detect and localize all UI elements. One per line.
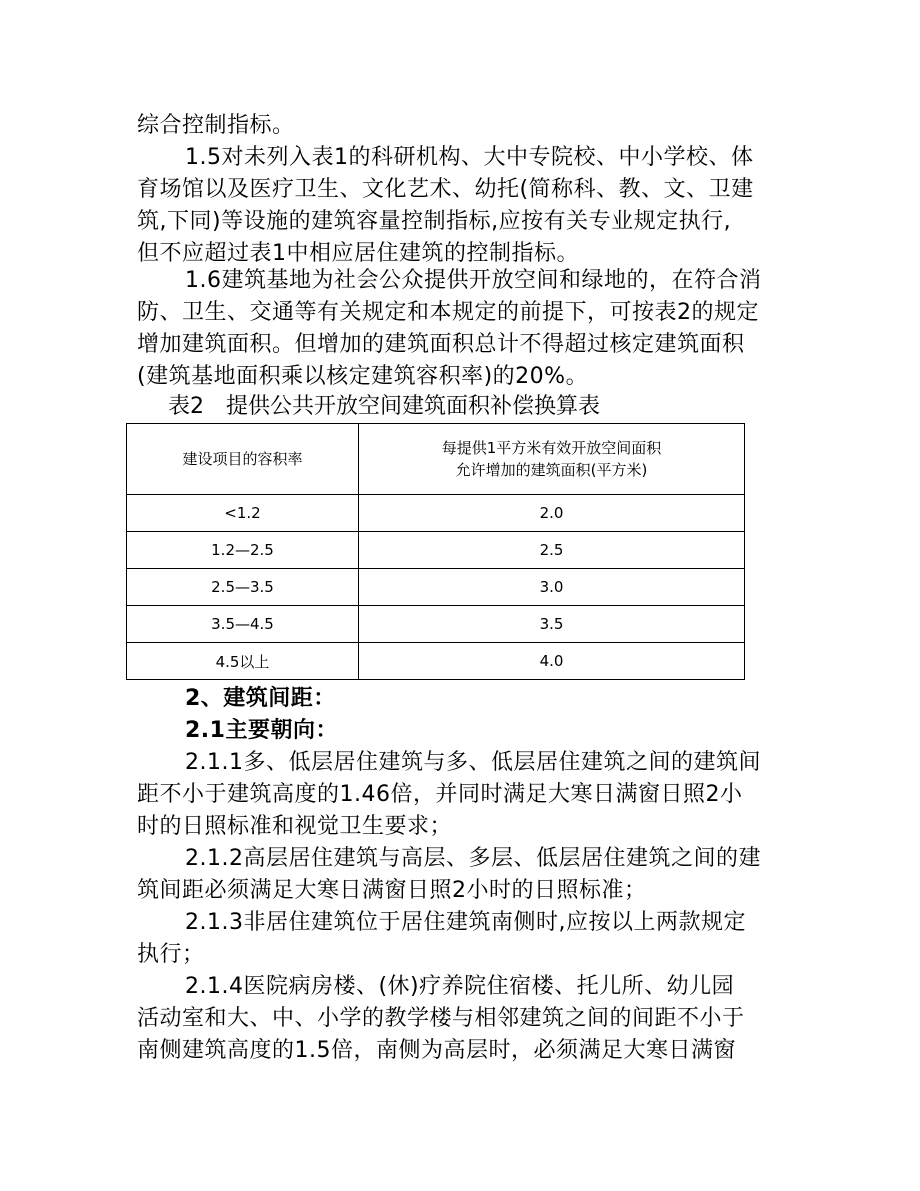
table-row bbox=[127, 532, 745, 569]
header-area-line1: 每提供1平方米有效开放空间面积 bbox=[441, 439, 662, 457]
paragraph-line: 距不小于建筑高度的1.46倍，并同时满足大寒日满窗日照2小 bbox=[137, 782, 743, 807]
cell-ratio: 4.5以上 bbox=[127, 643, 359, 680]
paragraph-line: (建筑基地面积乘以核定建筑容积率)的20%。 bbox=[137, 364, 589, 389]
cell-ratio: 2.5—3.5 bbox=[127, 569, 359, 606]
paragraph-line: 增加建筑面积。但增加的建筑面积总计不得超过核定建筑面积 bbox=[137, 332, 745, 357]
header-area bbox=[359, 424, 745, 495]
paragraph-line: 筑间距必须满足大寒日满窗日照2小时的日照标准； bbox=[137, 878, 647, 903]
cell-ratio: 3.5—4.5 bbox=[127, 606, 359, 643]
cell-area: 2.5 bbox=[359, 532, 745, 569]
subsection-heading: 2.1主要朝向： bbox=[185, 718, 338, 743]
table-header-row bbox=[127, 424, 745, 495]
paragraph-line: 综合控制指标。 bbox=[137, 113, 295, 138]
cell-area: 3.0 bbox=[359, 569, 745, 606]
paragraph-line: 时的日照标准和视觉卫生要求； bbox=[137, 814, 453, 839]
table-row bbox=[127, 495, 745, 532]
cell-ratio: 1.2—2.5 bbox=[127, 532, 359, 569]
cell-ratio: <1.2 bbox=[127, 495, 359, 532]
section-heading: 2、建筑间距： bbox=[185, 686, 336, 711]
paragraph-line: 防、卫生、交通等有关规定和本规定的前提下，可按表2的规定 bbox=[137, 300, 759, 325]
paragraph-line: 但不应超过表1中相应居住建筑的控制指标。 bbox=[137, 241, 579, 266]
table-caption: 表2 提供公共开放空间建筑面积补偿换算表 bbox=[168, 394, 600, 419]
paragraph-line: 筑,下同)等设施的建筑容量控制指标,应按有关专业规定执行, bbox=[137, 209, 732, 234]
paragraph-line: 南侧建筑高度的1.5倍，南侧为高层时，必须满足大寒日满窗 bbox=[137, 1038, 736, 1063]
paragraph-line: 1.6建筑基地为社会公众提供开放空间和绿地的，在符合消 bbox=[185, 268, 762, 293]
cell-area: 4.0 bbox=[359, 643, 745, 680]
paragraph-line: 2.1.2高层居住建筑与高层、多层、低层居住建筑之间的建 bbox=[185, 846, 761, 871]
header-ratio: 建设项目的容积率 bbox=[127, 424, 359, 495]
compensation-table bbox=[126, 423, 745, 680]
paragraph-line: 2.1.3非居住建筑位于居住建筑南侧时,应按以上两款规定 bbox=[185, 910, 746, 935]
table-row bbox=[127, 643, 745, 680]
paragraph-line: 2.1.1多、低层居住建筑与多、低层居住建筑之间的建筑间 bbox=[185, 750, 761, 775]
header-area-line2: 允许增加的建筑面积(平方米) bbox=[455, 461, 648, 479]
paragraph-line: 活动室和大、中、小学的教学楼与相邻建筑之间的间距不小于 bbox=[137, 1006, 745, 1031]
table-row bbox=[127, 569, 745, 606]
cell-area: 2.0 bbox=[359, 495, 745, 532]
table-row bbox=[127, 606, 745, 643]
paragraph-line: 1.5对未列入表1的科研机构、大中专院校、中小学校、体 bbox=[185, 145, 754, 170]
paragraph-line: 育场馆以及医疗卫生、文化艺术、幼托(简称科、教、文、卫建 bbox=[137, 177, 754, 202]
cell-area: 3.5 bbox=[359, 606, 745, 643]
paragraph-line: 2.1.4医院病房楼、(休)疗养院住宿楼、托儿所、幼儿园 bbox=[185, 974, 735, 999]
paragraph-line: 执行； bbox=[137, 942, 205, 967]
